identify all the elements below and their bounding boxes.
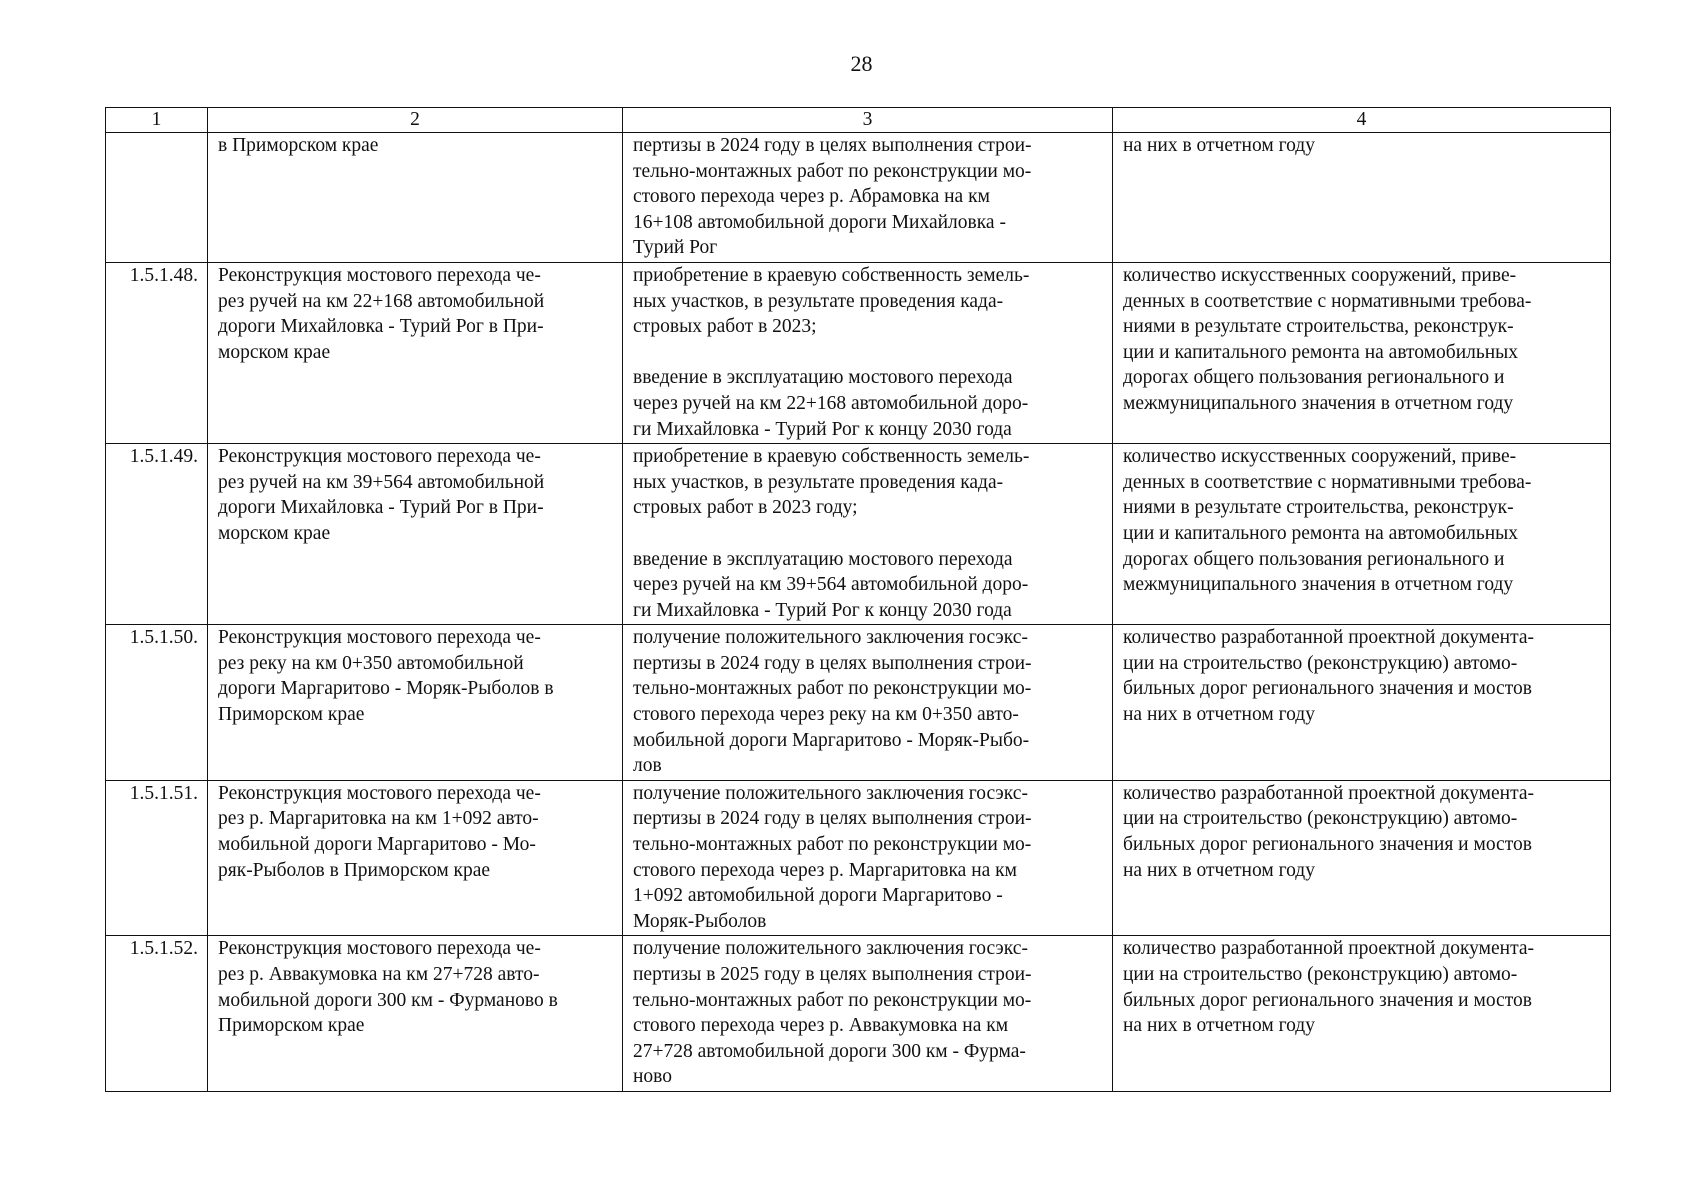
expected-result-text: получение положительного заключения госэкс- пертизы в 2024 году в целях выполнения строи- тельно-монтажных работ по реконструкции мо- стового перехода через р. Маргаритовка на км 1+092 автомобильной дороги Маргаритово - Моряк-Рыболов bbox=[633, 782, 1032, 932]
column-header-3: 3 bbox=[623, 108, 1113, 133]
event-name-cell: в Приморском крае bbox=[208, 133, 623, 263]
expected-result-text: получение положительного заключения госэкс- пертизы в 2024 году в целях выполнения строи- тельно-монтажных работ по реконструкции мо- стового перехода через реку на км 0+350 авто- мобильной дороги Маргаритово - Моряк-Рыбо- лов bbox=[633, 627, 1032, 777]
indicator-cell: на них в отчетном году bbox=[1113, 133, 1611, 263]
row-number: 1.5.1.48. bbox=[106, 262, 208, 443]
event-name-cell: Реконструкция мостового перехода че- рез р. Аввакумовка на км 27+728 авто- мобильной дороги 300 км - Фурманово в Приморском крае bbox=[208, 936, 623, 1092]
expected-result-text: получение положительного заключения госэкс- пертизы в 2025 году в целях выполнения строи- тельно-монтажных работ по реконструкции мо- стового перехода через р. Аввакумовка на км 27+728 автомобильной дороги 300 км - Фурма- ново bbox=[633, 938, 1032, 1088]
table-row bbox=[106, 780, 1611, 936]
table-row bbox=[106, 444, 1611, 625]
indicator-cell: количество искусственных сооружений, приве- денных в соответствие с нормативными требова- ниями в результате строительства, реконструк- ции и капитального ремонта на автомобильных дорогах общего пользования регионального и межмуниципального значения в отчетном году bbox=[1113, 262, 1611, 443]
column-header-1: 1 bbox=[106, 108, 208, 133]
event-name-cell: Реконструкция мостового перехода че- рез ручей на км 39+564 автомобильной дороги Михайловка - Турий Рог в При- морском крае bbox=[208, 444, 623, 625]
table-row bbox=[106, 936, 1611, 1092]
expected-result-text: приобретение в краевую собственность земель- ных участков, в результате проведения када- стровых работ в 2023; bbox=[633, 264, 1030, 338]
expected-result-cell bbox=[623, 625, 1113, 781]
expected-result-cell bbox=[623, 780, 1113, 936]
expected-result-cell bbox=[623, 133, 1113, 263]
expected-result-cell bbox=[623, 262, 1113, 443]
page-number: 28 bbox=[850, 51, 873, 76]
row-number: 1.5.1.52. bbox=[106, 936, 208, 1092]
table-header-row bbox=[106, 108, 1611, 133]
table-row bbox=[106, 262, 1611, 443]
row-number: 1.5.1.50. bbox=[106, 625, 208, 781]
document-table bbox=[105, 107, 1611, 1092]
indicator-cell: количество разработанной проектной документа- ции на строительство (реконструкцию) автомо- бильных дорог регионального значения и мостов на них в отчетном году bbox=[1113, 936, 1611, 1092]
expected-result-text: приобретение в краевую собственность земель- ных участков, в результате проведения када- стровых работ в 2023 году; bbox=[633, 446, 1030, 519]
row-number: 1.5.1.49. bbox=[106, 444, 208, 625]
column-header-4: 4 bbox=[1113, 108, 1611, 133]
event-name-cell: Реконструкция мостового перехода че- рез ручей на км 22+168 автомобильной дороги Михайловка - Турий Рог в При- морском крае bbox=[208, 262, 623, 443]
row-number bbox=[106, 133, 208, 263]
event-name-cell: Реконструкция мостового перехода че- рез реку на км 0+350 автомобильной дороги Маргаритово - Моряк-Рыболов в Приморском крае bbox=[208, 625, 623, 781]
expected-result-text-second: введение в эксплуатацию мостового перехода через ручей на км 39+564 автомобильной доро- ги Михайловка - Турий Рог к концу 2030 года bbox=[633, 548, 1029, 621]
expected-result-text-second: введение в эксплуатацию мостового перехода через ручей на км 22+168 автомобильной доро- ги Михайловка - Турий Рог к концу 2030 года bbox=[633, 367, 1029, 440]
expected-result-text: пертизы в 2024 году в целях выполнения строи- тельно-монтажных работ по реконструкции мо- стового перехода через р. Абрамовка на км 16+108 автомобильной дороги Михайловка - Турий Рог bbox=[633, 135, 1032, 259]
event-name-cell: Реконструкция мостового перехода че- рез р. Маргаритовка на км 1+092 авто- мобильной дороги Маргаритово - Мо- ряк-Рыболов в Приморском крае bbox=[208, 780, 623, 936]
indicator-cell: количество разработанной проектной документа- ции на строительство (реконструкцию) автомо- бильных дорог регионального значения и мостов на них в отчетном году bbox=[1113, 780, 1611, 936]
indicator-cell: количество разработанной проектной документа- ции на строительство (реконструкцию) автомо- бильных дорог регионального значения и мостов на них в отчетном году bbox=[1113, 625, 1611, 781]
row-number: 1.5.1.51. bbox=[106, 780, 208, 936]
table-row bbox=[106, 133, 1611, 263]
table-row bbox=[106, 625, 1611, 781]
column-header-2: 2 bbox=[208, 108, 623, 133]
expected-result-cell bbox=[623, 444, 1113, 625]
expected-result-cell bbox=[623, 936, 1113, 1092]
indicator-cell: количество искусственных сооружений, приве- денных в соответствие с нормативными требова- ниями в результате строительства, реконструк- ции и капитального ремонта на автомобильных дорогах общего пользования регионального и межмуниципального значения в отчетном году bbox=[1113, 444, 1611, 625]
